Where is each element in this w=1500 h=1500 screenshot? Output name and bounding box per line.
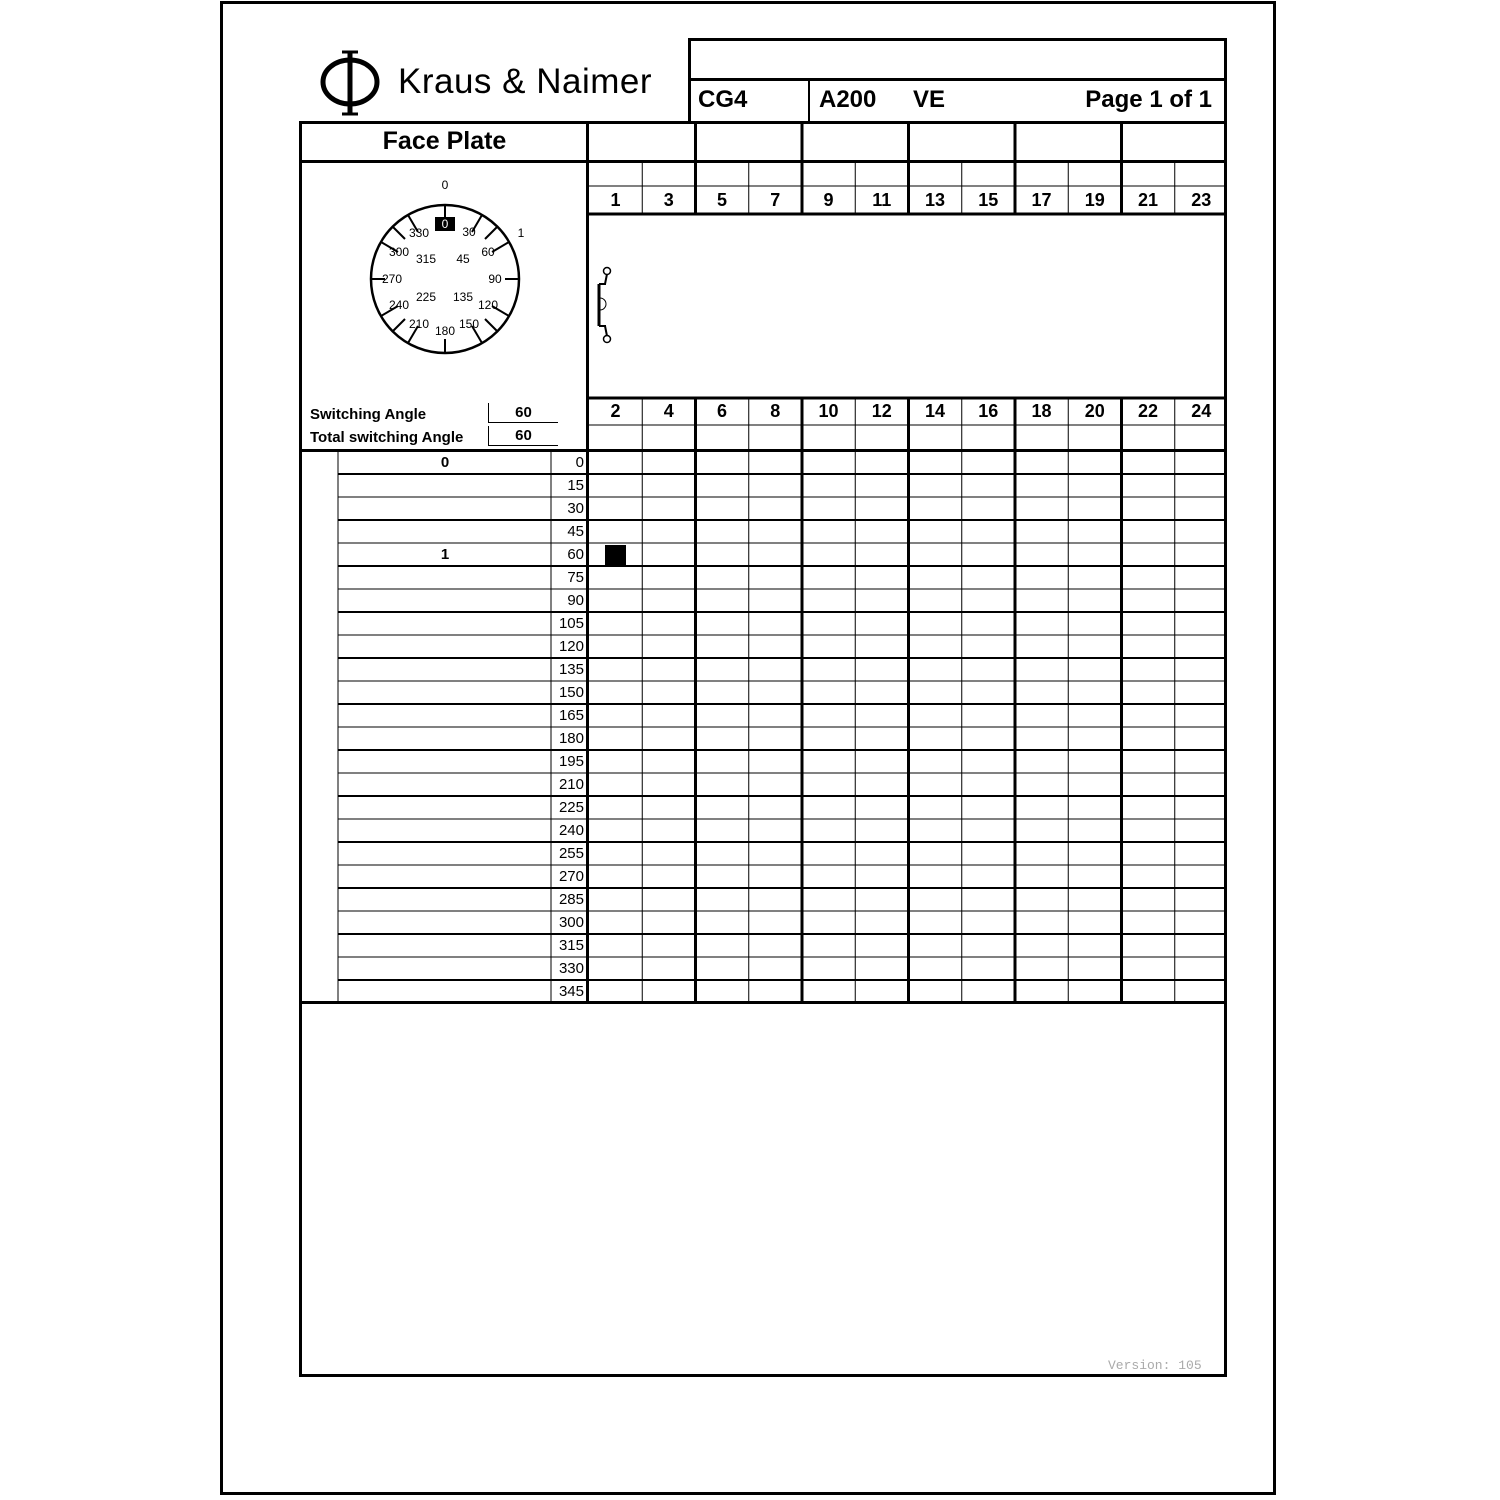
table-row-angle: 285 [558,891,584,908]
dial-angle-210: 210 [408,317,430,331]
dial-angle-120: 120 [477,298,499,312]
terminal-bottom-12: 12 [871,401,892,421]
dial-angle-150: 150 [458,317,480,331]
dial-angle-315: 315 [415,252,437,266]
table-row-angle: 240 [558,822,584,839]
table-row-angle: 30 [567,500,584,517]
dial-angle-330: 330 [408,226,430,240]
terminal-top-7: 7 [770,190,781,210]
terminal-top-23: 23 [1191,190,1212,210]
table-row-angle: 60 [567,546,584,563]
table-row-angle: 255 [558,845,584,862]
table-row-angle: 180 [558,730,584,747]
terminal-bottom-8: 8 [770,401,781,421]
terminal-bottom-24: 24 [1191,401,1212,421]
closed-contact-mark [605,545,626,566]
total-switching-angle-label: Total switching Angle [310,429,464,446]
table-row-angle: 225 [558,799,584,816]
table-row-angle: 45 [567,523,584,540]
terminal-bottom-4: 4 [663,401,674,421]
terminal-top-15: 15 [978,190,999,210]
table-row-angle: 0 [575,454,584,471]
table-row-angle: 330 [558,960,584,977]
dial-angle-30: 30 [462,225,476,239]
terminal-top-11: 11 [872,190,892,210]
terminal-top-19: 19 [1084,190,1105,210]
table-row-angle: 150 [558,684,584,701]
table-row-angle: 120 [558,638,584,655]
terminal-bottom-10: 10 [818,401,839,421]
terminal-bottom-2: 2 [610,401,621,421]
table-row-angle: 90 [567,592,584,609]
switching-angle-label: Switching Angle [310,406,427,423]
table-row-angle: 345 [558,983,584,1000]
terminal-bottom-16: 16 [978,401,999,421]
table-row-angle: 165 [558,707,584,724]
terminal-bottom-18: 18 [1031,401,1052,421]
dial-angle-135: 135 [452,290,474,304]
terminal-top-5: 5 [716,190,727,210]
table-row-angle: 105 [558,615,584,632]
terminal-top-13: 13 [924,190,946,210]
terminal-top-1: 1 [610,190,621,210]
terminal-bottom-20: 20 [1084,401,1105,421]
table-row-angle: 135 [558,661,584,678]
dial-angle-240: 240 [388,298,410,312]
header-code-3: VE [913,86,946,113]
total-switching-angle-text: 60 [515,427,532,444]
terminal-bottom-22: 22 [1137,401,1159,421]
dial-angle-60: 60 [481,245,495,259]
table-row-angle: 75 [567,569,584,586]
dial-angle-90: 90 [488,272,502,286]
dial-angle-45: 45 [456,252,470,266]
table-row-position: 1 [440,546,450,563]
dial-position-0: 0 [441,178,449,192]
terminal-bottom-14: 14 [924,401,946,421]
dial-angle-300: 300 [388,245,410,259]
dial-angle-270: 270 [381,272,403,286]
terminal-top-9: 9 [823,190,834,210]
table-row-position: 0 [440,454,450,471]
header-page: Page 1 of 1 [1085,86,1212,113]
brand-name: Kraus & Naimer [398,62,653,101]
switching-angle-text: 60 [515,404,532,421]
dial-angle-180: 180 [434,324,456,338]
dial-position-1: 1 [517,226,525,240]
header-code-1: CG4 [698,86,748,113]
version-label: Version: 105 [1108,1358,1202,1373]
header-code-2: A200 [819,86,877,113]
dial-angle-225: 225 [415,290,437,304]
dial-angle-0: 0 [441,217,449,231]
face-plate-title: Face Plate [382,127,507,155]
table-row-angle: 315 [558,937,584,954]
terminal-top-17: 17 [1031,190,1052,210]
terminal-top-21: 21 [1137,190,1159,210]
terminal-top-3: 3 [663,190,674,210]
terminal-bottom-6: 6 [716,401,727,421]
table-row-angle: 210 [558,776,584,793]
table-row-angle: 15 [567,477,584,494]
table-row-angle: 270 [558,868,584,885]
table-row-angle: 195 [558,753,584,770]
table-row-angle: 300 [558,914,584,931]
